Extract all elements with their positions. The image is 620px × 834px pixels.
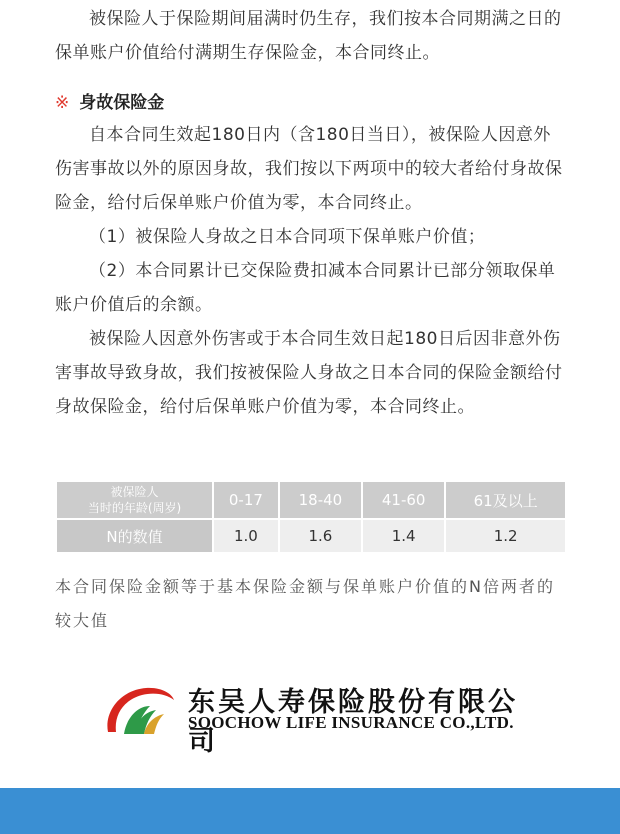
n-value-table [55,480,567,554]
age-header-line1: 被保险人 [110,485,159,499]
n-value-cell: 1.2 [445,519,566,553]
death-benefit-item-2: （2）本合同累计已交保险费扣减本合同累计已部分领取保单账户价值后的余额。 [55,261,556,315]
death-benefit-paragraph-1: 自本合同生效起180日内（含180日当日），被保险人因意外伤害事故以外的原因身故，我们按以下两项中的较大者给付身故保险金，给付后保单账户价值为零，本合同终止。 [55,125,563,213]
n-value-cell: 1.4 [362,519,445,553]
section-title: 身故保险金 [79,93,165,113]
soochow-emblem-icon [100,680,180,740]
death-benefit-body [55,118,567,424]
reference-mark-icon: ※ [55,93,70,113]
maturity-benefit-paragraph: 被保险人于保险期间届满时仍生存，我们按本合同期满之日的保单账户价值给付满期生存保险金，本合同终止。 [55,9,562,63]
death-benefit-paragraph-2: 被保险人因意外伤害或于本合同生效日起180日后因非意外伤害事故导致身故，我们按被保险人身故之日本合同的保险金额给付身故保险金，给付后保单账户价值为零，本合同终止。 [55,329,563,417]
age-range-cell: 61及以上 [445,481,566,519]
age-range-cell: 41-60 [362,481,445,519]
table-row [56,519,566,553]
company-logo [100,680,540,757]
footer-bar [0,788,620,834]
company-name-en: SOOCHOW LIFE INSURANCE CO.,LTD. [188,713,514,732]
table-note: 本合同保险金额等于基本保险金额与保单账户价值的N倍两者的较大值 [55,577,555,630]
age-range-cell: 0-17 [213,481,279,519]
n-value-cell: 1.6 [279,519,362,553]
company-name-cn: 东吴人寿保险股份有限公司 [188,687,518,757]
age-header-line2: 当时的年龄(周岁) [87,501,182,515]
n-value-cell: 1.0 [213,519,279,553]
n-value-label-cell: N的数值 [56,519,213,553]
age-range-cell: 18-40 [279,481,362,519]
table-header-row [56,481,566,519]
age-header-cell [56,481,213,519]
death-benefit-item-1: （1）被保险人身故之日本合同项下保单账户价值； [89,227,486,247]
section-heading [55,86,164,120]
